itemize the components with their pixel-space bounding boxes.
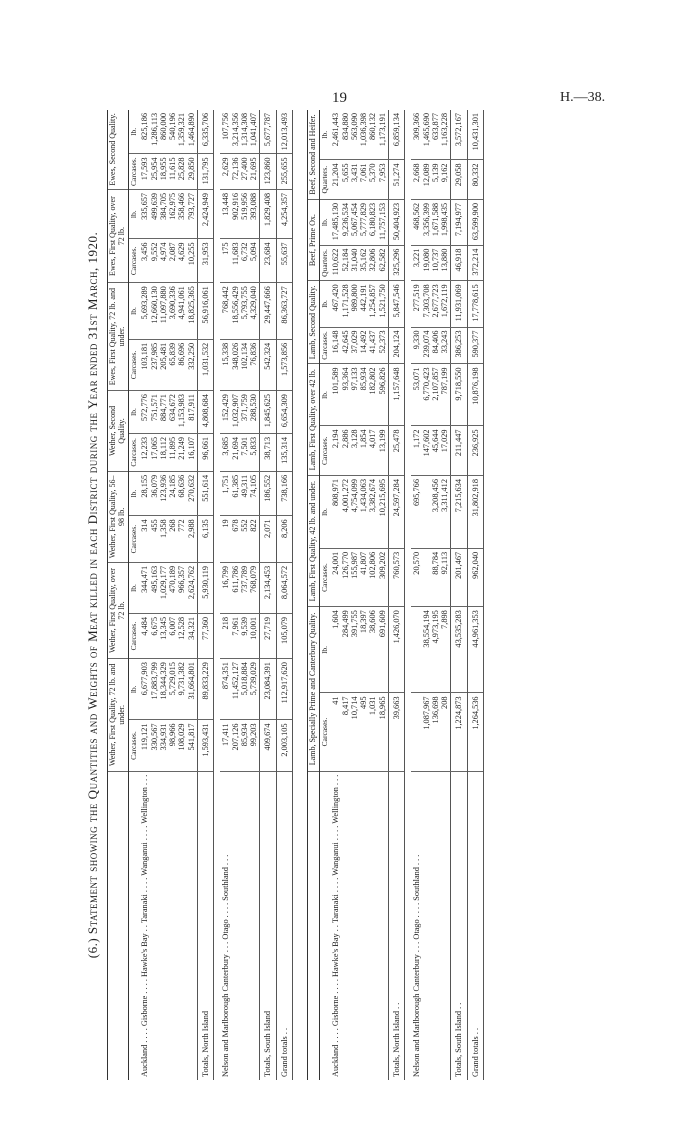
unit-label: Carcases. [319, 548, 330, 606]
unit-label-blank [319, 771, 330, 1080]
grand-total-cell: 44,961,353 [467, 607, 483, 693]
data-cell: 21,204 5,655 3,431 7,061 5,370 7,953 [330, 160, 388, 199]
total-cell: 2,424,949 [197, 189, 213, 239]
unit-label: Carcases. [319, 693, 330, 771]
total-cell: 2,134,453 [260, 562, 276, 613]
table-lamb-beef [307, 110, 484, 1080]
table-row-south-total [451, 110, 467, 1080]
unit-label: lb. [128, 562, 139, 613]
col-header: Ewes, First Quality, 72 lb. and under. [108, 283, 129, 391]
total-cell: 38,713 [260, 433, 276, 471]
data-cell: 15,338 348,026 102,134 76,836 [220, 339, 260, 390]
grand-total-cell: 1,573,856 [276, 339, 292, 390]
table-row-north-districts [139, 110, 197, 1080]
grand-total-cell: 17,778,615 [467, 281, 483, 327]
data-cell: 16,799 611,786 737,789 768,079 [220, 562, 260, 613]
unit-label: Carcases. [128, 613, 139, 658]
total-cell: 7,215,634 [451, 476, 467, 549]
table-row-south-total [260, 110, 276, 1080]
data-cell: 3,685 21,694 7,501 5,833 [220, 433, 260, 471]
grand-total-cell: 372,214 [467, 245, 483, 281]
total-cell: 77,360 [197, 613, 213, 658]
data-cell: 1,751 61,385 49,311 74,105 [220, 471, 260, 516]
total-cell: 7,194,977 [451, 199, 467, 245]
data-cell: 825,186 1,286,113 860,000 540,196 1,359,321 1,464,890 [139, 110, 197, 154]
total-cell: 4,808,684 [197, 391, 213, 434]
grand-total-cell: 8,206 [276, 516, 292, 563]
unit-label: lb. [319, 110, 330, 160]
total-cell: 6,135 [197, 516, 213, 563]
document-reference: H.—38. [560, 90, 606, 105]
total-cell: 56,916,061 [197, 283, 213, 340]
data-cell: 17,485,130 9,236,534 5,067,454 5,777,829 6,180,823 11,757,153 [330, 199, 388, 245]
data-cell: 12,233 17,065 18,112 11,895 21,249 16,107 [139, 433, 197, 471]
data-cell: 3,221 19,080 10,737 13,880 [411, 245, 451, 281]
col-header: Beef, Second and Heifer. [307, 110, 319, 199]
grand-total-cell: 31,802,918 [467, 476, 483, 549]
unit-label: Carcases. [128, 154, 139, 190]
total-cell: 204,124 [388, 327, 404, 364]
data-cell: 572,776 751,571 884,771 634,672 1,153,983 817,911 [139, 391, 197, 434]
total-cell: 386,253 [451, 327, 467, 364]
grand-total-cell: 10,431,301 [467, 110, 483, 160]
col-header: Ewes, First Quality, over 72 lb. [108, 189, 129, 282]
data-cell: 103,181 237,985 205,481 65,839 86,696 332,250 [139, 339, 197, 390]
total-cell: 50,404,923 [388, 199, 404, 245]
total-cell: 1,593,431 [197, 720, 213, 771]
unit-label: lb. [128, 659, 139, 720]
total-cell: 211,447 [451, 426, 467, 476]
total-cell: 11,931,069 [451, 281, 467, 327]
total-cell: 201,467 [451, 548, 467, 606]
unit-label: lb. [319, 607, 330, 693]
total-cell: 29,058 [451, 160, 467, 199]
unit-label: Carcases. [128, 433, 139, 471]
grand-total-cell: 86,363,727 [276, 283, 292, 340]
grand-total-cell: 12,013,493 [276, 110, 292, 154]
total-cell: 1,157,648 [388, 364, 404, 426]
unit-label: Carcases. [128, 339, 139, 390]
total-cell: 1,031,532 [197, 339, 213, 390]
unit-label: lb. [319, 364, 330, 426]
unit-label: Quarters. [319, 245, 330, 281]
grand-total-cell: 2,003,105 [276, 720, 292, 771]
unit-row [128, 110, 139, 1080]
total-cell: 6,335,706 [197, 110, 213, 154]
total-cell: 9,718,550 [451, 364, 467, 426]
rotated-statement [85, 110, 675, 1080]
grand-total-cell: 80,332 [467, 160, 483, 199]
total-label: Totals, North Island . . [388, 771, 404, 1080]
grand-total-label: Grand totals . . [276, 771, 292, 1080]
grand-total-cell: 1,264,536 [467, 693, 483, 771]
table-header-row [108, 110, 129, 1080]
grand-total-cell: 236,925 [467, 426, 483, 476]
table-row-north-total [388, 110, 404, 1080]
data-cell: 335,657 499,639 384,705 162,975 358,466 793,727 [139, 189, 197, 239]
grand-total-cell: 255,655 [276, 154, 292, 190]
district-column-header [307, 771, 319, 1080]
total-cell: 131,795 [197, 154, 213, 190]
total-cell: 186,552 [260, 471, 276, 516]
col-header: Lamb, First Quality, over 42 lb. [307, 364, 319, 476]
total-cell: 23,084,391 [260, 659, 276, 720]
unit-label: Carcases. [319, 327, 330, 364]
total-cell: 5,677,787 [260, 110, 276, 154]
data-cell: 175 11,683 6,732 5,094 [220, 239, 260, 283]
col-header: Lamb, First Quality, 42 lb. and under. [307, 476, 319, 607]
data-cell: 17,411 207,126 85,934 99,203 [220, 720, 260, 771]
unit-row [319, 110, 330, 1080]
table-row-south-districts [220, 110, 260, 1080]
grand-total-cell: 55,637 [276, 239, 292, 283]
unit-label: Quarters. [319, 160, 330, 199]
table-header-row [307, 110, 319, 1080]
grand-total-cell: 63,599,900 [467, 199, 483, 245]
grand-total-label: Grand totals . . [467, 771, 483, 1080]
data-cell: 41 8,417 10,714 495 1,031 18,965 [330, 693, 388, 771]
table-row-south-districts [411, 110, 451, 1080]
page-number: 19 [332, 90, 347, 106]
col-header: Wether, Second Quality. [108, 391, 129, 472]
total-cell: 5,930,119 [197, 562, 213, 613]
data-cell: 101,589 93,364 97,133 85,934 182,802 596,826 [330, 364, 388, 426]
data-cell: 1,604 284,499 391,755 18,397 38,606 691,609 [330, 607, 388, 693]
grand-total-cell: 135,314 [276, 433, 292, 471]
table-sheep [107, 110, 293, 1080]
grand-total-cell: 8,064,572 [276, 562, 292, 613]
col-header: Beef, Prime Ox. [307, 199, 319, 280]
data-cell: 20,570 88,784 92,113 [411, 548, 451, 606]
data-cell: 344,471 495,163 1,029,177 470,189 966,357 2,624,762 [139, 562, 197, 613]
data-cell: 1,087,967 136,698 208 [411, 693, 451, 771]
unit-label: Carcases. [128, 516, 139, 563]
total-label: Totals, South Island . . [451, 771, 467, 1080]
total-cell: 89,833,229 [197, 659, 213, 720]
data-cell: 13,448 902,916 519,956 393,088 [220, 189, 260, 239]
statement-title [85, 110, 101, 1080]
unit-label: lb. [319, 281, 330, 327]
grand-total-cell: 10,876,198 [467, 364, 483, 426]
data-cell: 110,622 52,184 31,040 35,162 32,806 62,582 [330, 245, 388, 281]
grand-total-cell: 590,377 [467, 327, 483, 364]
total-cell: 3,572,167 [451, 110, 467, 160]
total-cell: 25,478 [388, 426, 404, 476]
unit-label: lb. [319, 199, 330, 245]
total-cell: 27,719 [260, 613, 276, 658]
col-header: Ewes, Second Quality. [108, 110, 129, 189]
data-cell: 808,971 4,001,272 4,754,099 1,434,063 3,382,674 10,215,695 [330, 476, 388, 549]
data-cell: 277,519 7,303,708 2,677,723 1,672,119 [411, 281, 451, 327]
data-cell: 695,766 3,208,456 3,311,412 [411, 476, 451, 549]
total-cell: 1,845,625 [260, 391, 276, 434]
col-header: Wether, First Quality, 56–98 lb. [108, 471, 129, 562]
data-cell: 28,155 36,079 123,936 24,185 68,636 270,632 [139, 471, 197, 516]
total-cell: 24,597,284 [388, 476, 404, 549]
district-labels: Auckland . . . . Gisborne . . . . Hawke's Bay . . Taranaki . . . . Wanganui . . . . Wellington . . . [140, 774, 150, 1077]
district-labels: Nelson and Marlborough Canterbury . . . Otago . . . . Southland . . . [412, 854, 422, 1077]
data-cell: 314 455 1,358 268 772 2,988 [139, 516, 197, 563]
total-cell: 43,535,283 [451, 607, 467, 693]
district-column-header [108, 771, 129, 1080]
col-header: Lamb, Specially Prime and Canterbury Quality. [307, 607, 319, 771]
unit-label: lb. [128, 471, 139, 516]
total-cell: 29,447,666 [260, 283, 276, 340]
col-header: Lamb, Second Quality. [307, 281, 319, 364]
unit-label: lb. [128, 110, 139, 154]
data-cell: 467,420 1,171,528 989,800 442,191 1,254,857 1,521,750 [330, 281, 388, 327]
data-cell: 874,351 11,452,127 5,018,884 5,739,029 [220, 659, 260, 720]
data-cell: 6,677,903 17,883,799 18,344,329 5,729,015 9,731,382 31,664,801 [139, 659, 197, 720]
total-cell: 1,426,070 [388, 607, 404, 693]
grand-total-cell: 4,254,357 [276, 189, 292, 239]
data-cell: 107,756 3,214,356 1,314,308 1,041,407 [220, 110, 260, 154]
total-cell: 31,953 [197, 239, 213, 283]
data-cell: 1,172 147,602 45,644 17,029 [411, 426, 451, 476]
unit-label: Carcases. [319, 426, 330, 476]
data-cell: 17,593 25,954 18,955 11,615 25,828 29,850 [139, 154, 197, 190]
data-cell: 3,456 9,552 4,974 2,087 4,629 10,255 [139, 239, 197, 283]
total-cell: 2,071 [260, 516, 276, 563]
unit-label: lb. [128, 283, 139, 340]
data-cell: 19 678 552 822 [220, 516, 260, 563]
grand-total-cell: 962,040 [467, 548, 483, 606]
district-labels: Nelson and Marlborough Canterbury . . . Otago . . . . Southland . . . [221, 854, 231, 1077]
total-cell: 51,274 [388, 160, 404, 199]
total-label: Totals, North Island [197, 771, 213, 1080]
data-cell: 309,366 1,465,690 633,877 1,163,228 [411, 110, 451, 160]
table-row-grand-total [467, 110, 483, 1080]
table-row-north-total [197, 110, 213, 1080]
data-cell: 4,484 6,675 13,345 6,007 12,528 34,321 [139, 613, 197, 658]
data-cell: 5,693,289 12,660,130 11,097,880 3,690,336 4,941,061 18,825,365 [139, 283, 197, 340]
table-row-north-districts [330, 110, 388, 1080]
total-cell: 760,573 [388, 548, 404, 606]
data-cell: 119,121 330,567 334,931 98,966 108,029 541,817 [139, 720, 197, 771]
data-cell: 2,461,443 834,880 563,090 1,036,398 860,132 1,173,191 [330, 110, 388, 160]
total-cell: 551,614 [197, 471, 213, 516]
district-labels: Auckland . . . . Gisborne . . . . Hawke's Bay . . Taranaki . . . . Wanganui . . . . Wellington . . . [331, 774, 341, 1077]
total-cell: 542,324 [260, 339, 276, 390]
unit-label: lb. [128, 189, 139, 239]
table-row-grand-total [276, 110, 292, 1080]
col-header: Wether, First Quality, over 72 lb. [108, 562, 129, 658]
unit-label: Carcases. [128, 720, 139, 771]
unit-label: lb. [319, 476, 330, 549]
total-cell: 96,661 [197, 433, 213, 471]
data-cell: 2,668 12,089 5,139 9,162 [411, 160, 451, 199]
total-cell: 123,860 [260, 154, 276, 190]
title-prefix: (6.) [85, 937, 100, 959]
unit-label-blank [128, 771, 139, 1080]
data-cell: 24,001 126,770 155,987 41,807 102,806 309,202 [330, 548, 388, 606]
total-label: Totals, South Island [260, 771, 276, 1080]
grand-total-cell: 738,166 [276, 471, 292, 516]
grand-total-cell: 105,079 [276, 613, 292, 658]
data-cell: 9,330 239,074 84,406 33,243 [411, 327, 451, 364]
total-cell: 1,829,408 [260, 189, 276, 239]
total-cell: 23,684 [260, 239, 276, 283]
total-cell: 325,296 [388, 245, 404, 281]
data-cell: 16,148 42,645 37,029 14,492 41,437 52,373 [330, 327, 388, 364]
total-cell: 46,918 [451, 245, 467, 281]
total-cell: 6,859,134 [388, 110, 404, 160]
total-cell: 39,663 [388, 693, 404, 771]
unit-label: Carcases. [128, 239, 139, 283]
data-cell: 468,562 3,356,399 1,671,588 1,998,435 [411, 199, 451, 245]
data-cell: 768,442 18,556,429 5,793,755 4,329,040 [220, 283, 260, 340]
title-text: Statement showing the Quantities and Weights of Meat killed in each District during the Year ended 31st March, 1920. [85, 231, 100, 935]
grand-total-cell: 6,654,309 [276, 391, 292, 434]
unit-label: lb. [128, 391, 139, 434]
total-cell: 409,674 [260, 720, 276, 771]
total-cell: 1,224,873 [451, 693, 467, 771]
data-cell: 53,071 6,770,423 2,107,857 787,199 [411, 364, 451, 426]
data-cell: 2,194 2,886 3,128 1,854 4,017 13,199 [330, 426, 388, 476]
grand-total-cell: 112,917,620 [276, 659, 292, 720]
data-cell: 38,554,194 4,973,195 7,898 [411, 607, 451, 693]
data-cell: 2,629 72,136 27,400 21,695 [220, 154, 260, 190]
data-cell: 152,429 1,032,907 371,759 288,530 [220, 391, 260, 434]
data-cell: 218 7,961 9,539 10,001 [220, 613, 260, 658]
total-cell: 5,847,546 [388, 281, 404, 327]
col-header: Wether, First Quality, 72 lb. and under. [108, 659, 129, 772]
